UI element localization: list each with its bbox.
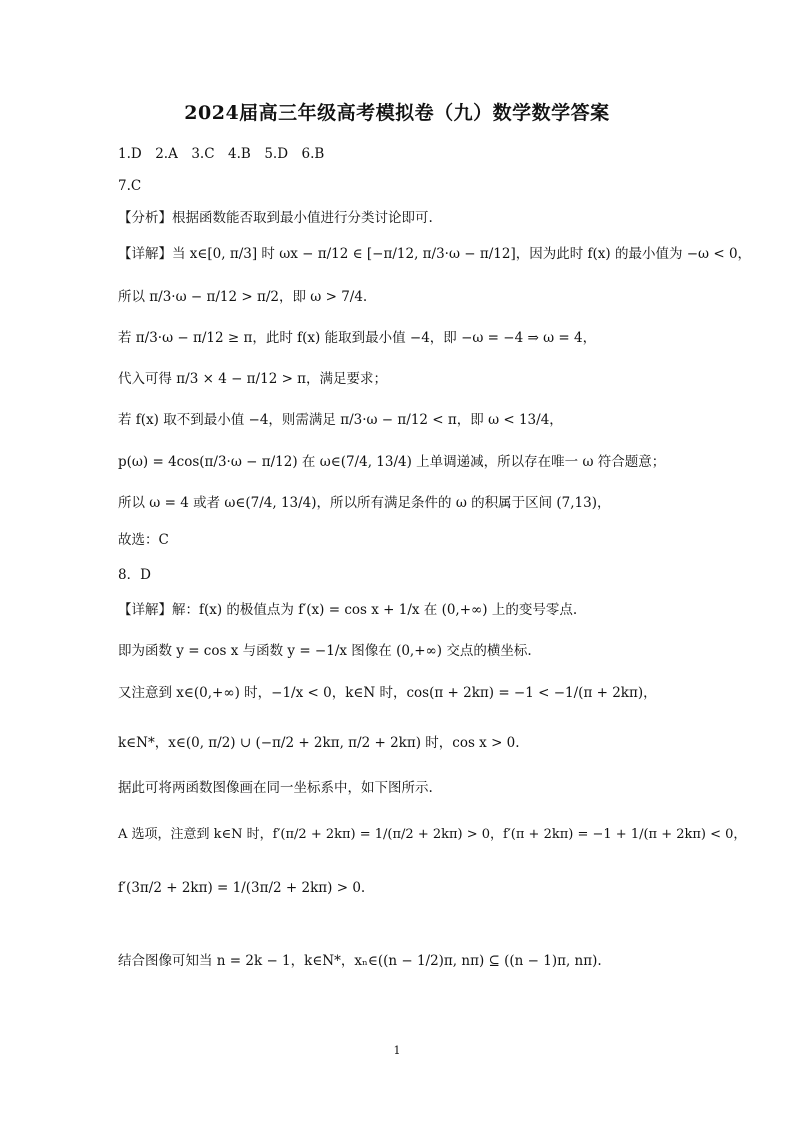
q7-detail-line-6: p(ω) = 4cos(π/3·ω − π/12) 在 ω∈(7/4, 13/4) 上单调递减，所以存在唯一 ω 符合题意； <box>118 454 666 470</box>
q7-detail-line-2: 所以 π/3·ω − π/12 > π/2，即 ω > 7/4. <box>118 289 368 305</box>
q8-answer: 8．D <box>118 567 151 583</box>
q8-detail-line-5: 据此可将两函数图像画在同一坐标系中，如下图所示. <box>118 780 433 796</box>
q7-detail-line-1: 【详解】当 x∈[0, π/3] 时 ωx − π/12 ∈ [−π/12, π/3·ω − π/12]，因为此时 f(x) 的最小值为 −ω < 0， <box>118 246 752 262</box>
answers-1-6: 1.D 2.A 3.C 4.B 5.D 6.B <box>118 146 325 162</box>
q7-detail-line-7: 所以 ω = 4 或者 ω∈(7/4, 13/4)，所以所有满足条件的 ω 的积属于区间 (7,13)， <box>118 495 611 511</box>
page-title: 2024届高三年级高考模拟卷（九）数学数学答案 <box>184 102 610 124</box>
q8-detail-line-3: 又注意到 x∈(0,+∞) 时，−1/x < 0，k∈N 时，cos(π + 2kπ) = −1 < −1/(π + 2kπ)， <box>118 685 657 701</box>
q7-analysis: 【分析】根据函数能否取到最小值进行分类讨论即可. <box>118 210 433 226</box>
q8-detail-line-7: f′(3π/2 + 2kπ) = 1/(3π/2 + 2kπ) > 0. <box>118 880 366 896</box>
q8-detail-line-1: 【详解】解：f(x) 的极值点为 f′(x) = cos x + 1/x 在 (0,+∞) 上的变号零点. <box>118 602 578 618</box>
q7-detail-line-5: 若 f(x) 取不到最小值 −4，则需满足 π/3·ω − π/12 < π，即 ω < 13/4， <box>118 412 563 428</box>
q7-detail-line-3: 若 π/3·ω − π/12 ≥ π，此时 f(x) 能取到最小值 −4，即 −ω = −4 ⇒ ω = 4， <box>118 330 597 346</box>
q8-detail-line-4: k∈N*，x∈(0, π/2) ∪ (−π/2 + 2kπ, π/2 + 2kπ) 时，cos x > 0. <box>118 735 520 751</box>
q7-answer: 7.C <box>118 178 142 194</box>
q8-detail-line-2: 即为函数 y = cos x 与函数 y = −1/x 图像在 (0,+∞) 交点的横坐标. <box>118 643 532 659</box>
q7-detail-line-4: 代入可得 π/3 × 4 − π/12 > π，满足要求； <box>118 371 388 387</box>
q8-detail-line-8: 结合图像可知当 n = 2k − 1，k∈N*，xₙ∈((n − 1/2)π, nπ) ⊆ ((n − 1)π, nπ). <box>118 953 602 969</box>
page-number: 1 <box>393 1044 401 1057</box>
q7-conclusion: 故选：C <box>118 532 169 548</box>
q8-detail-line-6: A 选项，注意到 k∈N 时，f′(π/2 + 2kπ) = 1/(π/2 + 2kπ) > 0，f′(π + 2kπ) = −1 + 1/(π + 2kπ) < 0， <box>118 827 747 842</box>
